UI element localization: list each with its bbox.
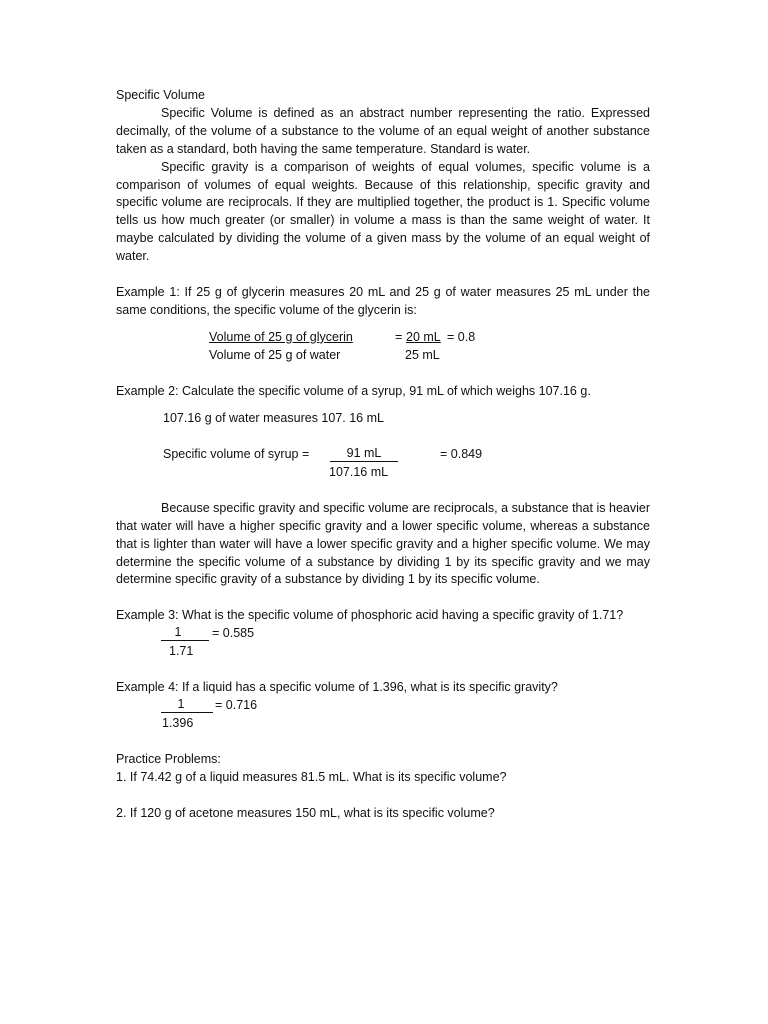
example4-text: Example 4: If a liquid has a specific volume of 1.396, what is its specific gravity?: [116, 680, 558, 695]
paragraph-definition: Specific Volume is defined as an abstract number representing the ratio. Expressed decimally, of the volume of a substance to the volume of an equal weight of another substance taken as a standard, both having the same temperature. Standard is water.: [116, 105, 650, 156]
example3-numerator: 1: [161, 625, 209, 641]
page-title: Specific Volume: [116, 88, 205, 102]
example1-result: = 0.8: [447, 329, 476, 344]
example3-result: = 0.585: [212, 626, 255, 641]
example4-result: = 0.716: [215, 698, 258, 713]
example1-denominator-value: 25 mL: [405, 347, 440, 362]
example1-denominator-label: Volume of 25 g of water: [209, 347, 341, 362]
example2-formula-row: [116, 446, 650, 464]
example4-denominator-row: [116, 715, 650, 733]
example1-numerator-value: 20 mL: [406, 329, 441, 344]
document-page: [116, 87, 650, 823]
example2-text: Example 2: Calculate the specific volume of a syrup, 91 mL of which weighs 107.16 g.: [116, 383, 591, 398]
paragraph-reciprocals: Because specific gravity and specific volume are reciprocals, a substance that is heavier that water will have a higher specific gravity and a lower specific volume, whereas a substance that is lighter than water will have a lower specific gravity and a higher specific volume. We may determine the specific volume of a substance by dividing 1 by its specific gravity and we may determine specific gravity of a substance by dividing 1 by its specific volume.: [116, 500, 650, 587]
example2-formula-label: Specific volume of syrup =: [163, 446, 310, 461]
example4-numerator-row: [116, 697, 650, 715]
practice-heading: Practice Problems:: [116, 752, 221, 767]
example2-water-row: [116, 410, 650, 428]
example1-denominator-row: [116, 347, 650, 365]
example1-numerator-label: Volume of 25 g of glycerin: [209, 329, 353, 344]
example2-result: = 0.849: [440, 446, 483, 461]
practice-problem-2: 2. If 120 g of acetone measures 150 mL, what is its specific volume?: [116, 805, 495, 820]
example1-numerator-row: [116, 329, 650, 347]
example2-water-line: 107.16 g of water measures 107. 16 mL: [163, 410, 384, 425]
example3-numerator-row: [116, 625, 650, 643]
practice-problem-1: 1. If 74.42 g of a liquid measures 81.5 mL. What is its specific volume?: [116, 770, 507, 785]
example1-text: Example 1: If 25 g of glycerin measures 20 mL and 25 g of water measures 25 mL under the same conditions, the specific volume of the glycerin is:: [116, 285, 650, 317]
example4-numerator: 1: [161, 697, 213, 713]
paragraph-specific-gravity: Specific gravity is a comparison of weights of equal volumes, specific volume is a comparison of volumes of equal weights. Because of this relationship, specific gravity and specific volume are reciprocals. If they are multiplied together, the product is 1. Specific volume tells us how much greater (or smaller) in volume a mass is than the same weight of water. It maybe calculated by dividing the volume of a given mass by the volume of an equal weight of water.: [116, 159, 650, 264]
example1-equals: =: [395, 329, 403, 344]
example2-numerator: 91 mL: [330, 446, 398, 462]
example2-denominator-row: [116, 464, 650, 482]
example2-denominator: 107.16 mL: [329, 464, 389, 479]
example4-denominator: 1.396: [162, 716, 194, 731]
example3-text: Example 3: What is the specific volume of phosphoric acid having a specific gravity of 1.71?: [116, 608, 624, 623]
example3-denominator-row: [116, 643, 650, 661]
example3-denominator: 1.71: [169, 644, 194, 659]
